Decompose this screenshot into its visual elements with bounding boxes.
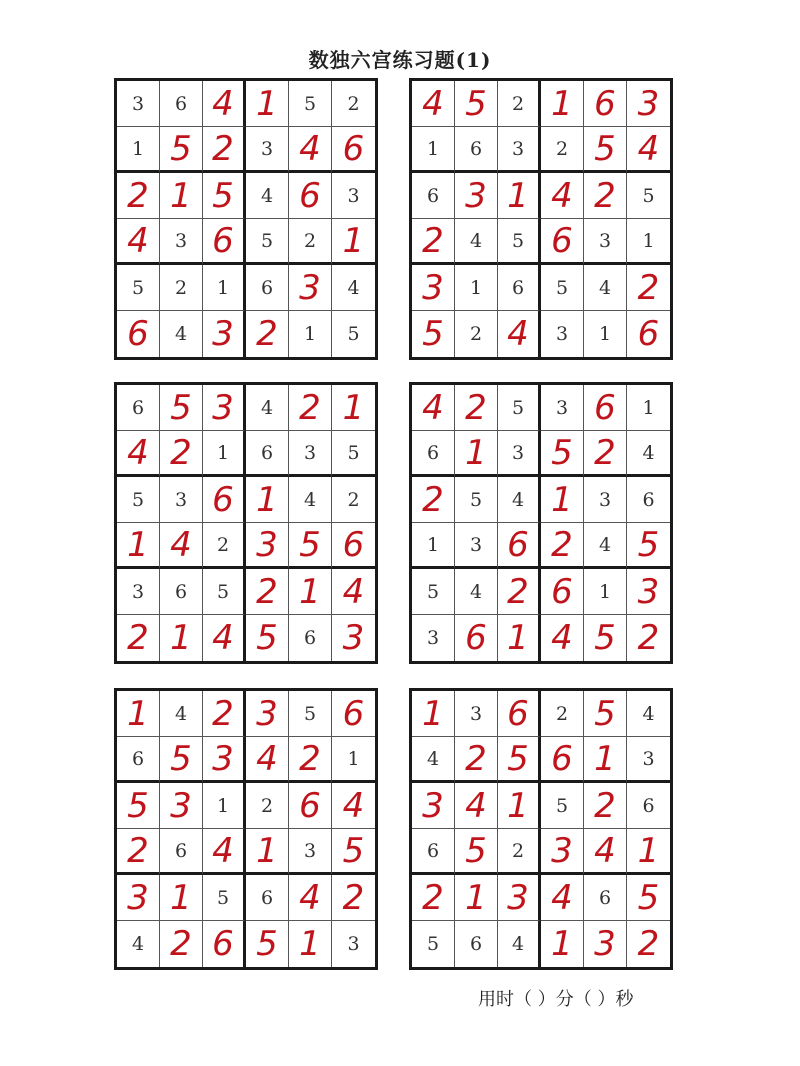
handwritten-digit-cell: 3 (342, 618, 365, 658)
handwritten-digit-cell: 1 (455, 875, 498, 921)
printed-digit-cell: 2 (246, 783, 289, 829)
printed-digit-cell: 3 (498, 127, 541, 173)
sudoku-grid-3 (114, 382, 378, 664)
printed-digit-cell: 5 (347, 323, 360, 345)
handwritten-digit-cell: 2 (627, 265, 670, 311)
handwritten-digit-cell: 6 (332, 523, 375, 569)
printed-digit-cell: 2 (541, 127, 584, 173)
handwritten-digit-cell: 5 (412, 311, 455, 357)
printed-digit-cell: 4 (160, 691, 203, 737)
printed-digit-cell: 3 (498, 431, 541, 477)
handwritten-digit-cell: 5 (160, 737, 203, 783)
sudoku-grid-1 (114, 78, 378, 360)
handwritten-digit-cell: 6 (584, 385, 627, 431)
handwritten-digit-cell: 1 (246, 829, 289, 875)
printed-digit-cell: 1 (412, 523, 455, 569)
handwritten-digit-cell: 6 (289, 173, 332, 219)
printed-digit-cell: 5 (117, 477, 160, 523)
handwritten-digit-cell: 2 (412, 477, 455, 523)
handwritten-digit-cell: 3 (246, 691, 289, 737)
handwritten-digit-cell: 2 (160, 431, 203, 477)
handwritten-digit-cell: 6 (332, 691, 375, 737)
printed-digit-cell: 2 (332, 81, 375, 127)
printed-digit-cell: 1 (412, 127, 455, 173)
printed-digit-cell: 1 (332, 737, 375, 783)
handwritten-digit-cell: 5 (584, 615, 627, 661)
printed-digit-cell: 6 (246, 265, 289, 311)
printed-digit-cell: 5 (498, 385, 541, 431)
printed-digit-cell: 1 (203, 265, 246, 311)
handwritten-digit-cell: 5 (584, 127, 627, 173)
handwritten-digit-cell: 4 (412, 81, 455, 127)
printed-digit-cell: 5 (412, 921, 455, 967)
handwritten-digit-cell: 4 (332, 783, 375, 829)
handwritten-digit-cell: 3 (246, 523, 289, 569)
printed-digit-cell: 1 (584, 311, 627, 357)
printed-digit-cell: 4 (412, 737, 455, 783)
handwritten-digit-cell: 3 (627, 81, 670, 127)
handwritten-digit-cell: 4 (289, 127, 332, 173)
printed-digit-cell: 3 (541, 385, 584, 431)
handwritten-digit-cell: 2 (637, 618, 660, 658)
sudoku-grid-6 (409, 688, 673, 970)
handwritten-digit-cell: 1 (289, 921, 332, 967)
printed-digit-cell: 3 (332, 173, 375, 219)
handwritten-digit-cell: 4 (246, 737, 289, 783)
printed-digit-cell: 3 (455, 523, 498, 569)
handwritten-digit-cell: 2 (541, 523, 584, 569)
printed-digit-cell: 6 (289, 615, 332, 661)
printed-digit-cell: 2 (203, 523, 246, 569)
handwritten-digit-cell: 1 (627, 829, 670, 875)
handwritten-digit-cell: 5 (160, 385, 203, 431)
printed-digit-cell: 1 (627, 219, 670, 265)
handwritten-digit-cell: 4 (203, 615, 246, 661)
handwritten-digit-cell: 4 (455, 783, 498, 829)
printed-digit-cell: 4 (627, 431, 670, 477)
handwritten-digit-cell: 5 (289, 523, 332, 569)
printed-digit-cell: 3 (627, 737, 670, 783)
printed-digit-cell: 1 (117, 127, 160, 173)
sudoku-grid-4 (409, 382, 673, 664)
printed-digit-cell: 6 (627, 477, 670, 523)
handwritten-digit-cell: 2 (117, 173, 160, 219)
handwritten-digit-cell: 1 (541, 81, 584, 127)
handwritten-digit-cell: 3 (203, 385, 246, 431)
printed-digit-cell: 2 (455, 311, 498, 357)
handwritten-digit-cell: 3 (584, 921, 627, 967)
handwritten-digit-cell: 4 (541, 615, 584, 661)
printed-digit-cell: 5 (332, 431, 375, 477)
printed-digit-cell: 6 (246, 431, 289, 477)
handwritten-digit-cell: 1 (160, 615, 203, 661)
sudoku-grid-5 (114, 688, 378, 970)
handwritten-digit-cell: 4 (160, 523, 203, 569)
handwritten-digit-cell: 1 (498, 783, 541, 829)
handwritten-digit-cell: 5 (498, 737, 541, 783)
printed-digit-cell: 2 (541, 691, 584, 737)
handwritten-digit-cell: 5 (627, 523, 670, 569)
printed-digit-cell: 4 (246, 385, 289, 431)
printed-digit-cell: 6 (412, 173, 455, 219)
handwritten-digit-cell: 6 (637, 314, 660, 354)
printed-digit-cell: 2 (160, 265, 203, 311)
handwritten-digit-cell: 2 (160, 921, 203, 967)
printed-digit-cell: 2 (289, 219, 332, 265)
handwritten-digit-cell: 2 (289, 737, 332, 783)
printed-digit-cell: 5 (541, 783, 584, 829)
handwritten-digit-cell: 1 (584, 737, 627, 783)
handwritten-digit-cell: 3 (455, 173, 498, 219)
printed-digit-cell: 3 (246, 127, 289, 173)
handwritten-digit-cell: 3 (412, 265, 455, 311)
printed-digit-cell: 4 (289, 477, 332, 523)
handwritten-digit-cell: 5 (541, 431, 584, 477)
printed-digit-cell: 6 (627, 783, 670, 829)
handwritten-digit-cell: 5 (584, 691, 627, 737)
printed-digit-cell: 1 (203, 783, 246, 829)
handwritten-digit-cell: 1 (246, 81, 289, 127)
printed-digit-cell: 2 (332, 477, 375, 523)
handwritten-digit-cell: 5 (332, 829, 375, 875)
printed-digit-cell: 1 (289, 311, 332, 357)
handwritten-digit-cell: 3 (117, 875, 160, 921)
handwritten-digit-cell: 4 (541, 173, 584, 219)
handwritten-digit-cell: 2 (203, 691, 246, 737)
handwritten-digit-cell: 3 (203, 311, 246, 357)
handwritten-digit-cell: 1 (332, 219, 375, 265)
printed-digit-cell: 3 (160, 219, 203, 265)
handwritten-digit-cell: 1 (412, 691, 455, 737)
handwritten-digit-cell: 1 (332, 385, 375, 431)
printed-digit-cell: 4 (584, 523, 627, 569)
handwritten-digit-cell: 5 (160, 127, 203, 173)
handwritten-digit-cell: 3 (627, 569, 670, 615)
printed-digit-cell: 1 (584, 569, 627, 615)
printed-digit-cell: 3 (584, 477, 627, 523)
printed-digit-cell: 4 (498, 921, 541, 967)
handwritten-digit-cell: 4 (627, 127, 670, 173)
handwritten-digit-cell: 4 (289, 875, 332, 921)
handwritten-digit-cell: 6 (289, 783, 332, 829)
handwritten-digit-cell: 3 (160, 783, 203, 829)
handwritten-digit-cell: 2 (289, 385, 332, 431)
handwritten-digit-cell: 6 (203, 477, 246, 523)
printed-digit-cell: 4 (332, 265, 375, 311)
printed-digit-cell: 6 (412, 829, 455, 875)
handwritten-digit-cell: 6 (584, 81, 627, 127)
printed-digit-cell: 6 (160, 81, 203, 127)
handwritten-digit-cell: 2 (455, 737, 498, 783)
printed-digit-cell: 4 (246, 173, 289, 219)
handwritten-digit-cell: 2 (117, 829, 160, 875)
handwritten-digit-cell: 2 (332, 875, 375, 921)
time-used-label: 用时（ ）分（ ）秒 (478, 989, 634, 1010)
handwritten-digit-cell: 2 (637, 924, 660, 964)
handwritten-digit-cell: 4 (203, 829, 246, 875)
printed-digit-cell: 3 (160, 477, 203, 523)
printed-digit-cell: 1 (455, 265, 498, 311)
handwritten-digit-cell: 5 (455, 829, 498, 875)
handwritten-digit-cell: 4 (412, 385, 455, 431)
handwritten-digit-cell: 2 (498, 569, 541, 615)
printed-digit-cell: 6 (160, 569, 203, 615)
handwritten-digit-cell: 4 (541, 875, 584, 921)
handwritten-digit-cell: 1 (541, 921, 584, 967)
printed-digit-cell: 3 (455, 691, 498, 737)
printed-digit-cell: 5 (412, 569, 455, 615)
printed-digit-cell: 6 (455, 921, 498, 967)
printed-digit-cell: 4 (498, 477, 541, 523)
handwritten-digit-cell: 5 (117, 783, 160, 829)
handwritten-digit-cell: 6 (541, 219, 584, 265)
handwritten-digit-cell: 2 (412, 219, 455, 265)
printed-digit-cell: 5 (455, 477, 498, 523)
printed-digit-cell: 4 (584, 265, 627, 311)
printed-digit-cell: 5 (541, 265, 584, 311)
printed-digit-cell: 4 (455, 569, 498, 615)
handwritten-digit-cell: 4 (584, 829, 627, 875)
printed-digit-cell: 1 (203, 431, 246, 477)
handwritten-digit-cell: 2 (455, 385, 498, 431)
handwritten-digit-cell: 1 (117, 691, 160, 737)
handwritten-digit-cell: 1 (498, 173, 541, 219)
handwritten-digit-cell: 2 (412, 875, 455, 921)
handwritten-digit-cell: 5 (203, 173, 246, 219)
handwritten-digit-cell: 2 (246, 569, 289, 615)
printed-digit-cell: 4 (627, 691, 670, 737)
handwritten-digit-cell: 2 (246, 311, 289, 357)
handwritten-digit-cell: 4 (498, 311, 541, 357)
handwritten-digit-cell: 4 (332, 569, 375, 615)
printed-digit-cell: 5 (289, 691, 332, 737)
printed-digit-cell: 6 (412, 431, 455, 477)
handwritten-digit-cell: 1 (117, 523, 160, 569)
handwritten-digit-cell: 2 (584, 173, 627, 219)
handwritten-digit-cell: 6 (332, 127, 375, 173)
printed-digit-cell: 3 (117, 81, 160, 127)
printed-digit-cell: 6 (117, 737, 160, 783)
handwritten-digit-cell: 2 (584, 431, 627, 477)
handwritten-digit-cell: 1 (289, 569, 332, 615)
handwritten-digit-cell: 1 (455, 431, 498, 477)
printed-digit-cell: 6 (117, 385, 160, 431)
printed-digit-cell: 4 (455, 219, 498, 265)
handwritten-digit-cell: 2 (203, 127, 246, 173)
handwritten-digit-cell: 6 (455, 615, 498, 661)
printed-digit-cell: 3 (289, 829, 332, 875)
printed-digit-cell: 5 (117, 265, 160, 311)
printed-digit-cell: 3 (412, 615, 455, 661)
printed-digit-cell: 1 (627, 385, 670, 431)
handwritten-digit-cell: 3 (289, 265, 332, 311)
handwritten-digit-cell: 1 (160, 173, 203, 219)
handwritten-digit-cell: 1 (541, 477, 584, 523)
handwritten-digit-cell: 6 (498, 523, 541, 569)
handwritten-digit-cell: 6 (203, 219, 246, 265)
handwritten-digit-cell: 5 (455, 81, 498, 127)
handwritten-digit-cell: 6 (541, 737, 584, 783)
handwritten-digit-cell: 3 (541, 829, 584, 875)
printed-digit-cell: 3 (289, 431, 332, 477)
handwritten-digit-cell: 5 (627, 875, 670, 921)
printed-digit-cell: 5 (246, 219, 289, 265)
printed-digit-cell: 3 (347, 933, 360, 955)
handwritten-digit-cell: 6 (541, 569, 584, 615)
handwritten-digit-cell: 1 (160, 875, 203, 921)
handwritten-digit-cell: 6 (117, 311, 160, 357)
printed-digit-cell: 5 (627, 173, 670, 219)
printed-digit-cell: 5 (203, 875, 246, 921)
handwritten-digit-cell: 6 (203, 921, 246, 967)
handwritten-digit-cell: 1 (246, 477, 289, 523)
handwritten-digit-cell: 5 (246, 921, 289, 967)
handwritten-digit-cell: 4 (203, 81, 246, 127)
sudoku-grid-2 (409, 78, 673, 360)
handwritten-digit-cell: 2 (584, 783, 627, 829)
printed-digit-cell: 4 (117, 921, 160, 967)
handwritten-digit-cell: 6 (498, 691, 541, 737)
page-title: 数独六宫练习题(1) (308, 48, 492, 72)
printed-digit-cell: 6 (246, 875, 289, 921)
printed-digit-cell: 2 (498, 829, 541, 875)
printed-digit-cell: 3 (541, 311, 584, 357)
printed-digit-cell: 6 (584, 875, 627, 921)
printed-digit-cell: 2 (498, 81, 541, 127)
printed-digit-cell: 5 (498, 219, 541, 265)
printed-digit-cell: 5 (203, 569, 246, 615)
handwritten-digit-cell: 3 (498, 875, 541, 921)
handwritten-digit-cell: 3 (412, 783, 455, 829)
printed-digit-cell: 6 (455, 127, 498, 173)
printed-digit-cell: 3 (584, 219, 627, 265)
handwritten-digit-cell: 1 (498, 615, 541, 661)
handwritten-digit-cell: 3 (203, 737, 246, 783)
handwritten-digit-cell: 4 (117, 219, 160, 265)
handwritten-digit-cell: 4 (117, 431, 160, 477)
printed-digit-cell: 5 (289, 81, 332, 127)
printed-digit-cell: 4 (160, 311, 203, 357)
handwritten-digit-cell: 5 (246, 615, 289, 661)
printed-digit-cell: 6 (498, 265, 541, 311)
printed-digit-cell: 3 (117, 569, 160, 615)
handwritten-digit-cell: 2 (117, 615, 160, 661)
printed-digit-cell: 6 (160, 829, 203, 875)
